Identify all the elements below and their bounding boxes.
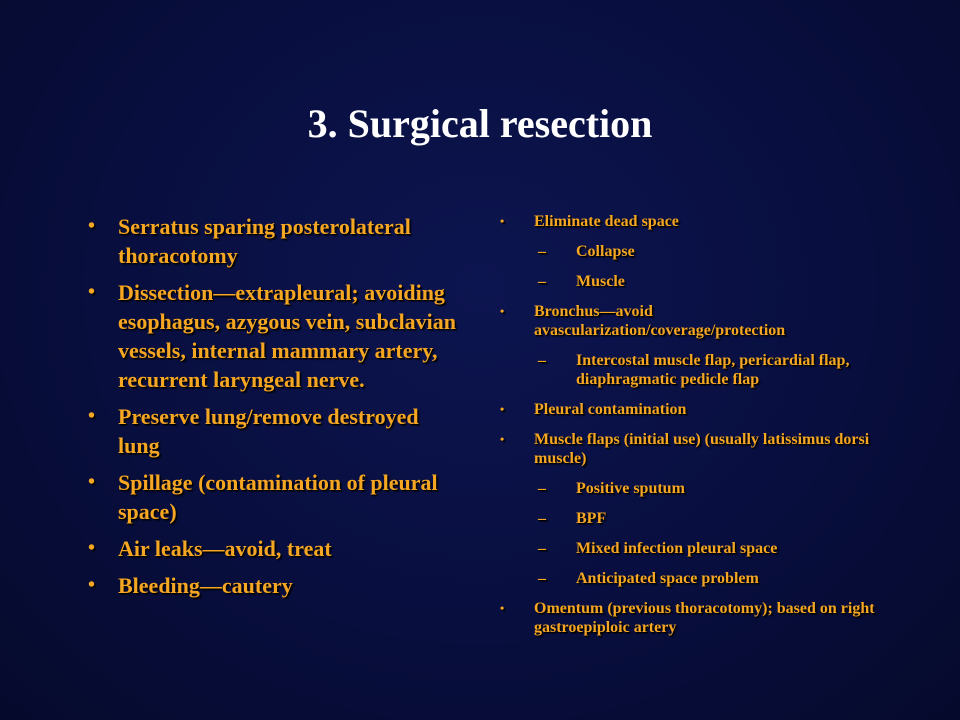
bullet-item bbox=[500, 599, 880, 637]
bullet-item bbox=[88, 468, 460, 526]
bullet-text: Dissection—extrapleural; avoiding esophagus, azygous vein, subclavian vessels, internal mammary artery, recurrent laryngeal nerve. bbox=[118, 280, 457, 392]
dash-icon: – bbox=[538, 570, 546, 587]
dash-icon: – bbox=[538, 243, 546, 260]
bullet-icon: • bbox=[88, 281, 96, 303]
dash-icon: – bbox=[538, 480, 546, 497]
sub-bullet-text: Positive sputum bbox=[576, 480, 685, 497]
bullet-item bbox=[500, 430, 880, 468]
bullet-text: Air leaks—avoid, treat bbox=[118, 536, 332, 561]
bullet-item bbox=[88, 278, 460, 394]
sub-bullet-item bbox=[500, 242, 880, 261]
right-bullet-list bbox=[500, 212, 880, 648]
bullet-icon: • bbox=[88, 471, 96, 493]
bullet-icon: • bbox=[88, 405, 96, 427]
bullet-text: Muscle flaps (initial use) (usually latissimus dorsi muscle) bbox=[534, 431, 870, 467]
bullet-text: Eliminate dead space bbox=[534, 213, 679, 230]
sub-bullet-text: Collapse bbox=[576, 243, 635, 260]
sub-bullet-item bbox=[500, 479, 880, 498]
bullet-item bbox=[500, 302, 880, 340]
bullet-text: Spillage (contamination of pleural space) bbox=[118, 470, 438, 524]
bullet-icon: • bbox=[88, 537, 96, 559]
bullet-icon: • bbox=[500, 402, 505, 416]
bullet-item bbox=[88, 402, 460, 460]
left-bullet-list bbox=[88, 212, 460, 608]
bullet-icon: • bbox=[88, 574, 96, 596]
bullet-text: Bleeding—cautery bbox=[118, 573, 293, 598]
sub-bullet-text: Muscle bbox=[576, 273, 625, 290]
bullet-icon: • bbox=[500, 304, 505, 318]
bullet-text: Preserve lung/remove destroyed lung bbox=[118, 404, 419, 458]
sub-bullet-text: Anticipated space problem bbox=[576, 570, 759, 587]
bullet-item bbox=[88, 571, 460, 600]
slide-title: 3. Surgical resection bbox=[307, 101, 653, 146]
dash-icon: – bbox=[538, 510, 546, 527]
sub-bullet-text: BPF bbox=[576, 510, 607, 527]
bullet-text: Pleural contamination bbox=[534, 401, 687, 418]
bullet-item bbox=[88, 212, 460, 270]
sub-bullet-item bbox=[500, 569, 880, 588]
bullet-text: Bronchus—avoid avascularization/coverage/protection bbox=[534, 303, 786, 339]
dash-icon: – bbox=[538, 352, 546, 369]
bullet-item bbox=[88, 534, 460, 563]
sub-bullet-item bbox=[500, 509, 880, 528]
bullet-item bbox=[500, 212, 880, 231]
dash-icon: – bbox=[538, 273, 546, 290]
bullet-item bbox=[500, 400, 880, 419]
sub-bullet-item bbox=[500, 351, 880, 389]
sub-bullet-item bbox=[500, 272, 880, 291]
sub-bullet-item bbox=[500, 539, 880, 558]
sub-bullet-text: Intercostal muscle flap, pericardial flap, diaphragmatic pedicle flap bbox=[576, 352, 850, 388]
bullet-icon: • bbox=[88, 215, 96, 237]
sub-bullet-text: Mixed infection pleural space bbox=[576, 540, 778, 557]
bullet-text: Serratus sparing posterolateral thoracotomy bbox=[118, 214, 411, 268]
bullet-icon: • bbox=[500, 432, 505, 446]
dash-icon: – bbox=[538, 540, 546, 557]
bullet-icon: • bbox=[500, 601, 505, 615]
bullet-text: Omentum (previous thoracotomy); based on right gastroepiploic artery bbox=[534, 600, 875, 636]
bullet-icon: • bbox=[500, 214, 505, 228]
